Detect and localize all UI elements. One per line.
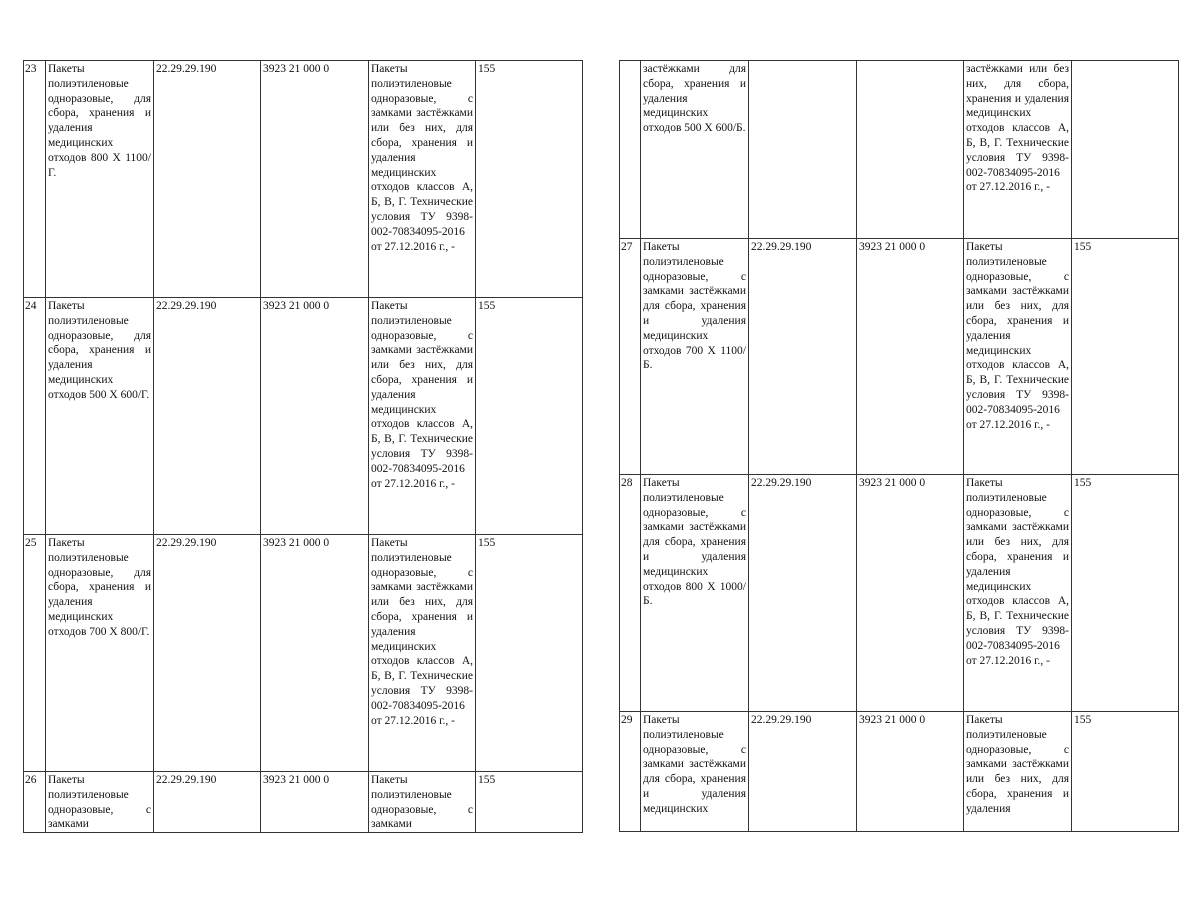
tnved-code: 3923 21 000 0 xyxy=(261,298,369,535)
table-row xyxy=(620,712,1179,832)
item-name: Пакеты полиэтиленовые одноразовые, с замками застёжками для сбора, хранения и удаления медицинских отходов 800 Х 1000/Б. xyxy=(641,475,749,712)
table-row xyxy=(24,535,583,772)
item-quantity: 155 xyxy=(1072,475,1179,712)
row-number: 25 xyxy=(24,535,46,772)
okpd-code: 22.29.29.190 xyxy=(154,61,261,298)
item-specification: Пакеты полиэтиленовые одноразовые, с замками застёжками или без них, для сбора, хранения и удаления xyxy=(964,712,1072,832)
row-number: 29 xyxy=(620,712,641,832)
item-specification: Пакеты полиэтиленовые одноразовые, с замками застёжками или без них, для сбора, хранения и удаления медицинских отходов классов А, Б, В, Г. Технические условия ТУ 9398-002-70834095-2016 от 27.12.2016 г., - xyxy=(964,239,1072,475)
okpd-code: 22.29.29.190 xyxy=(154,298,261,535)
item-specification: Пакеты полиэтиленовые одноразовые, с замками застёжками или без них, для сбора, хранения и удаления медицинских отходов классов А, Б, В, Г. Технические условия ТУ 9398-002-70834095-2016 от 27.12.2016 г., - xyxy=(369,535,476,772)
row-number: 23 xyxy=(24,61,46,298)
item-quantity: 155 xyxy=(476,535,583,772)
table-row xyxy=(620,61,1179,239)
okpd-code: 22.29.29.190 xyxy=(154,535,261,772)
item-name: Пакеты полиэтиленовые одноразовые, для сбора, хранения и удаления медицинских отходов 500 Х 600/Г. xyxy=(46,298,154,535)
item-quantity: 155 xyxy=(1072,239,1179,475)
items-table-right xyxy=(619,60,1179,832)
row-number: 28 xyxy=(620,475,641,712)
table-row xyxy=(24,61,583,298)
tnved-code xyxy=(857,61,964,239)
item-quantity: 155 xyxy=(476,772,583,833)
okpd-code: 22.29.29.190 xyxy=(749,712,857,832)
document-page-left xyxy=(23,60,583,833)
table-row xyxy=(620,239,1179,475)
item-name: застёжками для сбора, хранения и удаления медицинских отходов 500 Х 600/Б. xyxy=(641,61,749,239)
row-number: 26 xyxy=(24,772,46,833)
item-name: Пакеты полиэтиленовые одноразовые, для сбора, хранения и удаления медицинских отходов 700 Х 800/Г. xyxy=(46,535,154,772)
document-page-right xyxy=(619,60,1179,832)
items-table-left xyxy=(23,60,583,833)
item-specification: застёжками или без них, для сбора, хранения и удаления медицинских отходов классов А, Б, В, Г. Технические условия ТУ 9398-002-70834095-2016 от 27.12.2016 г., - xyxy=(964,61,1072,239)
item-name: Пакеты полиэтиленовые одноразовые, с замками застёжками для сбора, хранения и удаления медицинских отходов 700 Х 1100/Б. xyxy=(641,239,749,475)
item-specification: Пакеты полиэтиленовые одноразовые, с замками застёжками или без них, для сбора, хранения и удаления медицинских отходов классов А, Б, В, Г. Технические условия ТУ 9398-002-70834095-2016 от 27.12.2016 г., - xyxy=(964,475,1072,712)
item-specification: Пакеты полиэтиленовые одноразовые, с замками застёжками или без них, для сбора, хранения и удаления медицинских отходов классов А, Б, В, Г. Технические условия ТУ 9398-002-70834095-2016 от 27.12.2016 г., - xyxy=(369,298,476,535)
row-number xyxy=(620,61,641,239)
tnved-code: 3923 21 000 0 xyxy=(857,239,964,475)
item-specification: Пакеты полиэтиленовые одноразовые, с замками xyxy=(369,772,476,833)
tnved-code: 3923 21 000 0 xyxy=(261,61,369,298)
item-name: Пакеты полиэтиленовые одноразовые, с замками xyxy=(46,772,154,833)
tnved-code: 3923 21 000 0 xyxy=(261,772,369,833)
item-quantity: 155 xyxy=(476,298,583,535)
okpd-code xyxy=(749,61,857,239)
okpd-code: 22.29.29.190 xyxy=(749,475,857,712)
item-quantity xyxy=(1072,61,1179,239)
okpd-code: 22.29.29.190 xyxy=(749,239,857,475)
table-row xyxy=(24,298,583,535)
table-row xyxy=(620,475,1179,712)
okpd-code: 22.29.29.190 xyxy=(154,772,261,833)
item-quantity: 155 xyxy=(1072,712,1179,832)
tnved-code: 3923 21 000 0 xyxy=(857,712,964,832)
item-specification: Пакеты полиэтиленовые одноразовые, с замками застёжками или без них, для сбора, хранения и удаления медицинских отходов классов А, Б, В, Г. Технические условия ТУ 9398-002-70834095-2016 от 27.12.2016 г., - xyxy=(369,61,476,298)
row-number: 24 xyxy=(24,298,46,535)
item-name: Пакеты полиэтиленовые одноразовые, для сбора, хранения и удаления медицинских отходов 800 Х 1100/Г. xyxy=(46,61,154,298)
item-quantity: 155 xyxy=(476,61,583,298)
table-row xyxy=(24,772,583,833)
row-number: 27 xyxy=(620,239,641,475)
tnved-code: 3923 21 000 0 xyxy=(857,475,964,712)
tnved-code: 3923 21 000 0 xyxy=(261,535,369,772)
item-name: Пакеты полиэтиленовые одноразовые, с замками застёжками для сбора, хранения и удаления медицинских xyxy=(641,712,749,832)
